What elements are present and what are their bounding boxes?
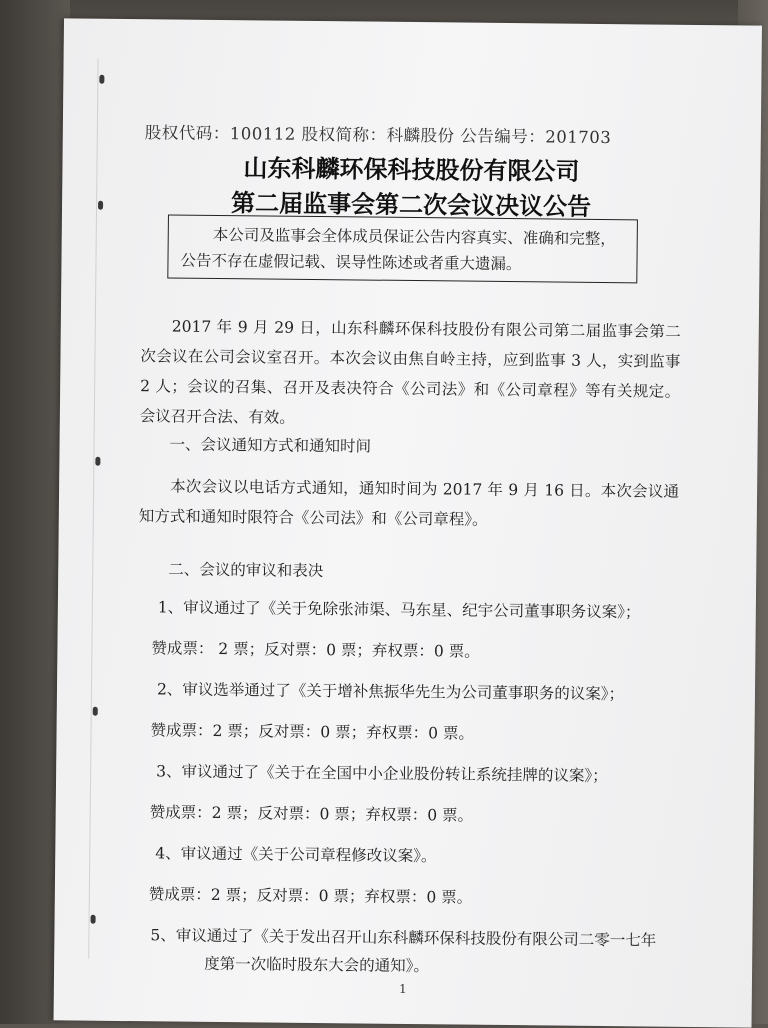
binding-hole [99,75,104,84]
vote-result-4: 赞成票：2 票；反对票：0 票；弃权票：0 票。 [148,885,473,907]
document-title-announcement: 第二届监事会第二次会议决议公告 [230,189,592,221]
resolution-item-1: 1、审议通过了《关于免除张沛渠、马东星、纪宇公司董事职务议案》； [157,598,641,622]
vote-result-3: 赞成票：2 票；反对票：0 票；弃权票：0 票。 [149,803,474,825]
resolution-item-3: 3、审议通过了《关于在全国中小企业股份转让系统挂牌的议案》； [156,762,608,786]
binding-hole [93,707,98,716]
binding-hole [91,915,96,924]
section-1-heading: 一、会议通知方式和通知时间 [169,435,372,456]
resolution-item-5-continued: 度第一次临时股东大会的通知》。 [204,954,429,976]
disclaimer-box [167,214,638,283]
binding-hole [95,457,100,466]
vote-result-1: 赞成票： 2 票；反对票：0 票；弃权票：0 票。 [151,639,480,661]
page-number: 1 [398,981,407,996]
resolution-item-5: 5、审议通过了《关于发出召开山东科麟环保科技股份有限公司二零一七年 [150,926,657,950]
section-1-paragraph: 本次会议以电话方式通知，通知时间为 2017 年 9 月 16 日。本次会议通知方式和通知时限符合《公司法》和《公司章程》。 [138,477,680,529]
stock-code-line: 股权代码：100112 股权简称：科麟股份 公告编号：201703 [144,123,612,148]
disclaimer-line-2: 公告不存在虚假记载、误导性陈述或者重大遗漏。 [180,251,522,274]
document-page [54,18,762,1027]
vote-result-2: 赞成票：2 票；反对票：0 票；弃权票：0 票。 [150,721,475,743]
resolution-item-4: 4、审议通过《关于公司章程修改议案》。 [155,844,437,866]
disclaimer-line-1: 本公司及监事会全体成员保证公告内容真实、准确和完整， [212,225,616,249]
intro-paragraph: 2017 年 9 月 29 日，山东科麟环保科技股份有限公司第二届监事会第二次会议在公司会议室召开。本次会议由焦自岭主持，应到监事 3 人，实到监事 2 人；会议的召集、召开及表决符合《公司法》和《公司章程》等有关规定。会议召开合法、有效。 [139,317,681,427]
resolution-item-2: 2、审议选举通过了《关于增补焦振华先生为公司董事职务的议案》； [156,680,625,704]
section-2-heading: 二、会议的审议和表决 [168,560,324,581]
document-title-company: 山东科麟环保科技股份有限公司 [243,154,580,186]
